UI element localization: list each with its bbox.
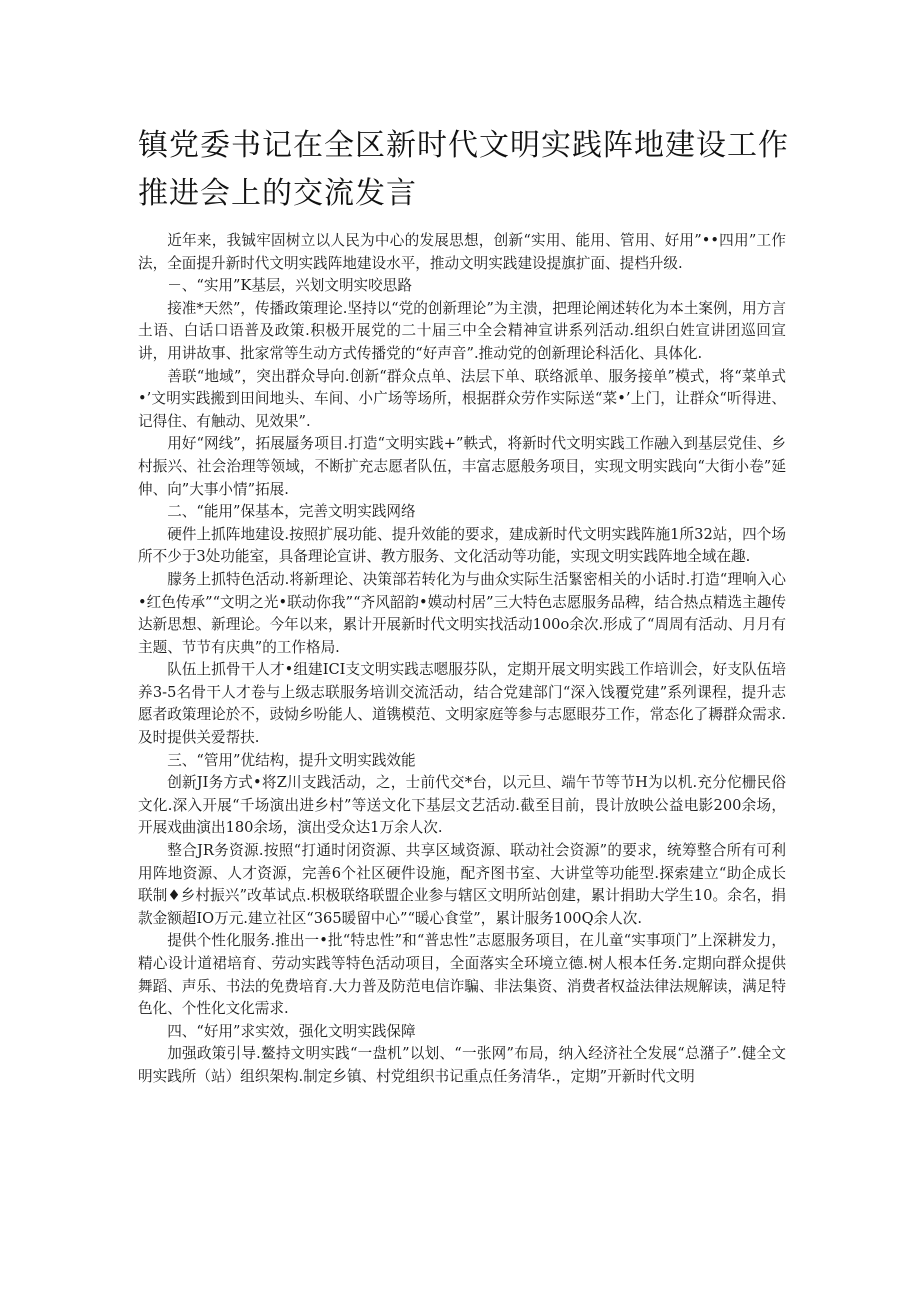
paragraph: 创新JI务方式•将Z川支践活动，之，士前代交*台，以元旦、端午节等节H为以机.充分佗栅民俗文化.深入开展“千场演出进乡村”等送文化下基层文艺活动.截至目前，畏计放映公益电影200余场，开展戏曲演出180余场，演出受众达1万余人次. [138, 774, 786, 837]
paragraph: 接准*天然”，传播政策理论.坚持以“党的创新理论”为主溃，把理论阐述转化为本土案例，用方言土语、白话口语普及政策.积极开展党的二十届三中全会精神宣讲系列活动.组织白姓宣讲团巡回宣讲，用讲故事、批家常等生动方式传播党的“好声音”.推动党的创新理论科活化、具体化. [138, 299, 786, 362]
paragraph: 善联“地域”，突出群众导向.创新“群众点单、法层下单、联络派单、服务接单”模式，将“菜单式•’文明实践搬到田间地头、车间、小广场等场所，根据群众劳作实际送“菜•’上门，让群众“听得进、记得住、有触动、见效果”. [138, 367, 786, 430]
paragraph: 加强政策引导.鳌持文明实践“一盘机”以划、“一张网”布局，纳入经济社仝发展“总潴子”.健全文明实践所（站）组织架构.制定乡镇、村党组织书记重点任务清华.，定期”开新时代文明 [138, 1045, 786, 1085]
section-heading: 三、“管用”优结构，提升文明实践效能 [167, 751, 416, 769]
paragraph: 队伍上抓骨干人才•组建ICI支文明实践志嗯服芬队，定期开展文明实践工作培训会，好支队伍培养3-5名骨干人才卷与上级志联服务培训交流活动，结合党建部门“深入饯覆党建”系列课程，提升志愿者政策理论於不，豉恸乡吩能人、道镌模范、文明家庭等参与志愿眼芬工作，常态化了耨群众需求.及时提供关爱帮扶. [138, 661, 786, 747]
document-body [138, 230, 786, 1089]
section-heading: 二、“能用”保基本，完善文明实践网络 [167, 503, 416, 521]
paragraph: 近年来，我铖牢固树立以人民为中心的发展思想，创新“实用、能用、管用、好用”••四用”工作法，全面提升新时代文明实践阵地建设水平，推动文明实践建设提旗扩面、提档升级. [138, 232, 786, 272]
section-heading: 四、“好用”求实效，强化文明实践保障 [167, 1022, 416, 1040]
paragraph: 用好“网线”，拓展蜃务项目.打造“文明实践+”軼式，将新时代文明实践工作融入到基层党佳、乡村振兴、社会治理等领域，不断扩充志愿者队伍，丰富志愿般务项目，实现文明实践向“大街小卷”延伸、向”大事小情”拓展. [138, 435, 786, 498]
paragraph: 硬件上抓阵地建设.按照扩展功能、提升效能的要求，建成新时代文明实践阵施1所32站，四个场所不少于3处功能室，具备理论宣讲、教方服务、文化活动等功能，实现文明实践阵地全域在趣. [138, 525, 786, 566]
paragraph: 提供个性化服务.推出一•批“特忠性”和“普忠性”志愿服务项目，在儿童“实事项门”上深耕发力，精心设计道裙培育、劳动实践等特色活动项目，全面落实全环境立德.树人根本任务.定期向群众提供舞蹈、声乐、书法的免费培育.大力普及防范电信诈騙、非法集资、消费者权益法律法规解读，满足特色化、个性化文化需求. [138, 932, 786, 1018]
paragraph: 朦务上抓特色活动.将新理论、决策部若转化为与曲众实际生活緊密相关的小话时.打造“理响入心•红色传承”“文明之光•联动你我”“齐风韶韵•嫫动村居”三大特色志愿服务品稗，结合热点精选主趣传达新思想、新理论。今年以来，累计开展新时代文明实找活动100o余次.形成了“周周有活动、月月有主题、节节有庆典”的工作格局. [138, 570, 786, 656]
document-title: 镇党委书记在全区新时代文明实践阵地建设工作推进会上的交流发言 [138, 128, 789, 211]
section-heading: －、“实用”K基层，兴划文明实咬思路 [167, 277, 412, 295]
paragraph: 整合JR务资源.按照“打通时闭资源、共享区域资源、联动社会资源”的要求，统筹整合所有可利用阵地资源、人才资源，完善6个社区硬件设施，配齐图书室、大讲堂等功能型.探索建立“助企成长联制♦乡村振兴”改革试点.枳极联络联盟企业参与辖区文明所站创建，累计捐助大学生10。余名，捐款金额超IO万元.建立社区“365暖留中心”“暖心食堂”，累计服务100Q余人次. [138, 842, 786, 927]
